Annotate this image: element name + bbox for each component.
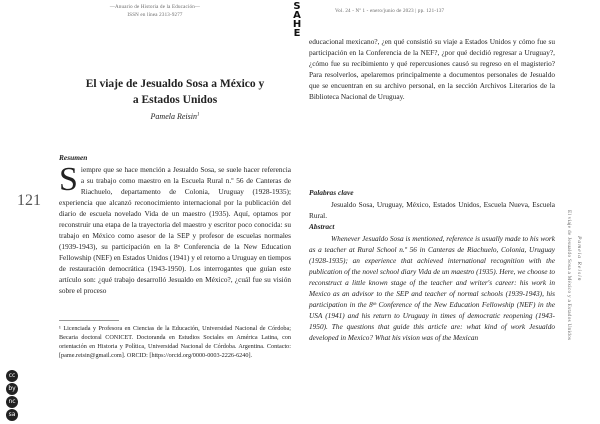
logo-letter: E — [293, 28, 301, 39]
logo-letter: S — [293, 1, 301, 12]
footnote: ¹ Licenciada y Profesora en Ciencias de la Educación, Universidad Nacional de Córdoba; Becaria doctoral CONICET. Doctoranda en Estudios Sociales en América Latina, con orientación en Historia y Política, Universidad Nacional de Córdoba. Argentina. Contacto: [pame.reisin@gmail.com]. ORCID: [https://orcid.org/0000-0003-2226-6240]. — [59, 325, 291, 359]
license-by-icon: by — [6, 383, 18, 395]
resumen-text: iempre que se hace mención a Jesualdo Sosa, se suele hacer referencia a su trabajo como maestro en la Escuela Rural n.º 56 de Canteras de Riachuelo, departamento de Colonia, Uruguay (1928-1935); experiencia que alcanzó reconocimiento internacional por la publicación del diario de escuela novelado Vida de un maestro (1935). Aquí, optamos por reconstruir una etapa de la trayectoria del maestro y escritor poco conocida: su trabajo en México como asesor de la SEP y profesor de escuelas normales (1939-1943), su participación en la 8ᵃ Conferencia de la New Education Fellowship (NEF) en Estados Unidos (1941) y el retorno a Uruguay en tiempos de restauración democrática (1943-1950). Los interrogantes que guían este artículo son: ¿qué trabajo desarrolló Jesualdo en México?, ¿cuál fue su visión sobre el proceso — [59, 165, 291, 295]
issue-info: Vol. 24 - Nº 1 - enero/junio de 2023 | pp. 121-137 — [335, 9, 445, 14]
author-name — [60, 112, 290, 121]
page-number: 121 — [17, 192, 41, 209]
keywords-label: Palabras clave — [309, 188, 354, 197]
article-title — [60, 76, 290, 108]
license-sa-icon: sa — [6, 409, 18, 421]
resumen-continuation: educacional mexicano?, ¿en qué consistió su viaje a Estados Unidos y cómo fue su participación en la Conferencia de la NEF?, ¿por qué decidió regresar a Uruguay?, ¿cómo fue su recibimiento y qué repercusiones causó su regreso en el magisterio? Para resolverlos, apelaremos principalmente a documentos personales de Jesualdo que se encuentran en su archivo personal, en la sección Archivos Literarios de la Biblioteca Nacional de Uruguay. — [309, 37, 555, 101]
journal-name: —Anuario de Historia de la Educación— — [109, 5, 201, 10]
title-line-1: El viaje de Jesualdo Sosa a México y — [85, 78, 265, 90]
logo-letter: A — [293, 10, 301, 21]
keywords-text: Jesualdo Sosa, Uruguay, México, Estados Unidos, Escuela Nueva, Escuela Rural. — [309, 200, 555, 220]
vertical-running-author: Pamela Reisin — [576, 236, 582, 282]
abstract-label: Abstract — [309, 222, 335, 231]
title-line-2: a Estados Unidos — [132, 94, 218, 106]
issn: ISSN en línea 2313-9277 — [127, 13, 183, 18]
logo-letter: H — [292, 19, 302, 30]
footnote-divider — [59, 320, 119, 321]
resumen-body — [59, 161, 291, 296]
vertical-running-title: El viaje de Jesualdo Sosa a México y a Estados Unidos — [566, 210, 572, 341]
license-cc-icon: cc — [6, 370, 18, 382]
abstract-text: Whenever Jesualdo Sosa is mentioned, reference is usually made to his work as a teacher at Rural School n.º 56 in Canteras de Riachuelo, Colonia, Uruguay (1928-1935); an experience that achieved international recognition with the publication of the novel school diary Vida de un maestro (1935). Here, we choose to reconstruct a little known stage of the teacher and writer's career: his work in Mexico as an advisor to the SEP and teacher of normal schools (1939-1943), his participation in the 8ᵗʰ Conference of the New Education Fellowship (NEF) in the USA (1941) and his return to Uruguay in times of democratic reopening (1943-1950). The questions that guide this article are: what kind of work Jesualdo developed in Mexico? What his vision was of the Mexican — [309, 234, 555, 342]
license-nc-icon: nc — [6, 396, 18, 408]
author-footnote-marker: 1 — [196, 112, 200, 118]
journal-logo — [289, 2, 305, 38]
resumen-label: Resumen — [59, 153, 88, 162]
drop-cap: S — [59, 161, 78, 198]
author: Pamela Reisin — [150, 112, 197, 121]
